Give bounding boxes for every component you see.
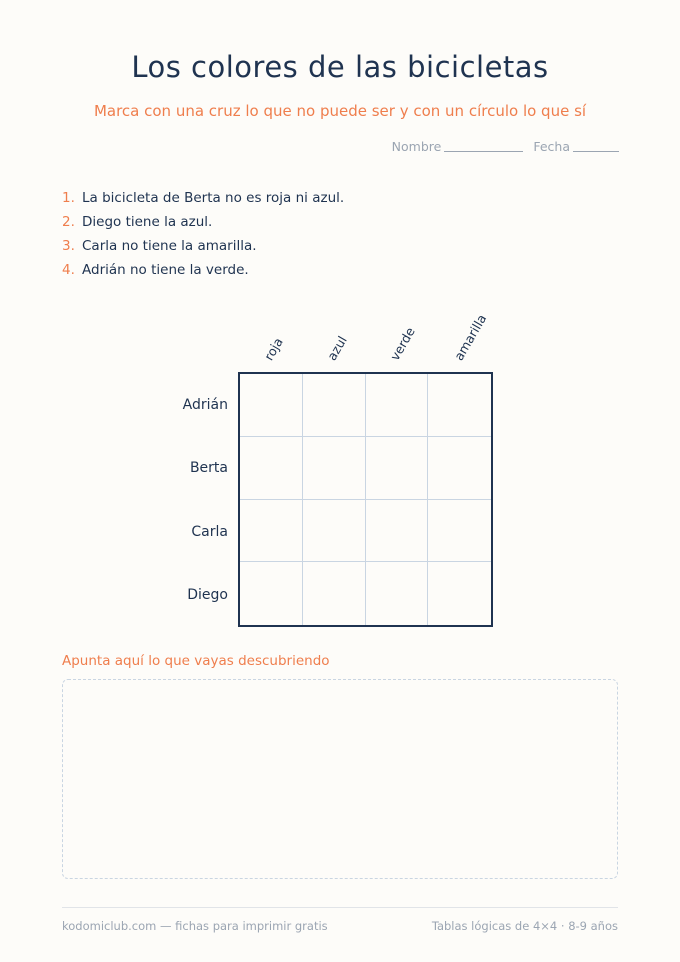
clue-number: 3. — [62, 238, 75, 254]
clue-number: 1. — [62, 190, 75, 206]
clue-number: 4. — [62, 262, 75, 278]
grid-cell-carla-amarilla[interactable] — [428, 500, 491, 563]
clue-item — [62, 188, 344, 212]
clue-number: 2. — [62, 214, 75, 230]
notes-box[interactable] — [62, 679, 618, 879]
column-header-azul: azul — [324, 333, 350, 363]
grid-cell-adrian-roja[interactable] — [240, 374, 303, 437]
footer-category: Tablas lógicas de 4×4 · 8-9 años — [431, 919, 618, 933]
row-label-berta: Berta — [189, 460, 228, 476]
clue-item — [62, 236, 344, 260]
grid-cell-berta-verde[interactable] — [366, 437, 429, 500]
grid-cell-carla-azul[interactable] — [303, 500, 366, 563]
grid-cell-berta-azul[interactable] — [303, 437, 366, 500]
logic-grid — [238, 372, 493, 627]
name-blank-line[interactable] — [444, 150, 523, 152]
clue-item — [62, 212, 344, 236]
grid-cell-berta-amarilla[interactable] — [428, 437, 491, 500]
grid-cell-carla-verde[interactable] — [366, 500, 429, 563]
date-label: Fecha — [533, 139, 570, 154]
grid-cell-carla-roja[interactable] — [240, 500, 303, 563]
grid-cell-adrian-verde[interactable] — [366, 374, 429, 437]
clue-text: Adrián no tiene la verde. — [82, 262, 249, 278]
footer-divider — [62, 907, 618, 908]
page-title: Los colores de las bicicletas — [131, 50, 549, 84]
grid-cell-diego-amarilla[interactable] — [428, 562, 491, 625]
row-label-diego: Diego — [187, 587, 228, 603]
clue-text: Carla no tiene la amarilla. — [82, 238, 257, 254]
grid-cell-adrian-amarilla[interactable] — [428, 374, 491, 437]
grid-cell-diego-verde[interactable] — [366, 562, 429, 625]
column-header-roja: roja — [261, 335, 286, 363]
grid-cell-adrian-azul[interactable] — [303, 374, 366, 437]
clue-text: Diego tiene la azul. — [82, 214, 213, 230]
column-header-amarilla: amarilla — [451, 311, 490, 363]
name-label: Nombre — [391, 139, 442, 154]
footer-site: kodomiclub.com — fichas para imprimir gratis — [62, 919, 328, 933]
date-blank-line[interactable] — [573, 150, 619, 152]
row-label-adrian: Adrián — [182, 397, 228, 413]
clue-item — [62, 260, 344, 284]
clue-list — [62, 188, 344, 284]
column-header-verde: verde — [387, 324, 418, 363]
row-label-carla: Carla — [191, 524, 228, 540]
clue-text: La bicicleta de Berta no es roja ni azul. — [82, 190, 345, 206]
name-date-fields — [392, 139, 619, 154]
page-subtitle: Marca con una cruz lo que no puede ser y con un círculo lo que sí — [93, 102, 587, 120]
grid-cell-diego-azul[interactable] — [303, 562, 366, 625]
grid-cell-diego-roja[interactable] — [240, 562, 303, 625]
grid-cell-berta-roja[interactable] — [240, 437, 303, 500]
notes-title: Apunta aquí lo que vayas descubriendo — [62, 653, 330, 669]
